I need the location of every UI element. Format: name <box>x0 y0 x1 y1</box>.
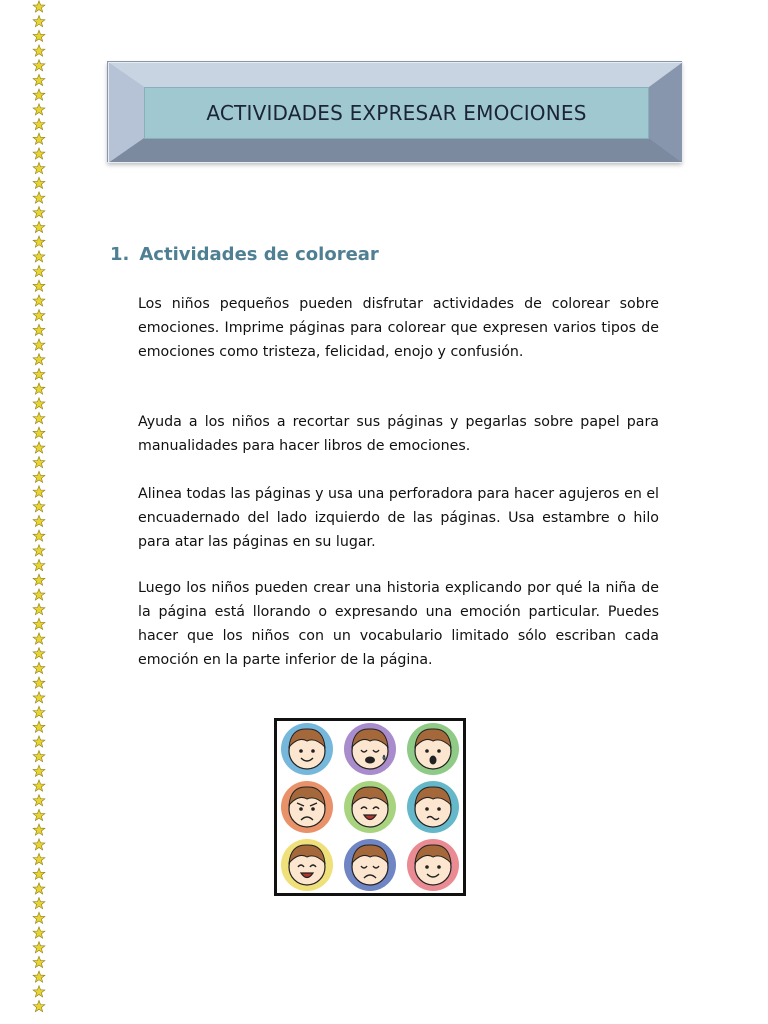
star-icon <box>33 1000 45 1011</box>
star-icon <box>33 883 45 894</box>
star-icon <box>33 310 45 321</box>
face-surprised <box>407 723 459 775</box>
star-icon <box>33 471 45 482</box>
face-angry <box>281 781 333 833</box>
star-icon <box>33 45 45 56</box>
face-joyful <box>281 839 333 891</box>
star-icon <box>33 1 45 12</box>
star-icon <box>33 74 45 85</box>
star-icon <box>33 868 45 879</box>
star-icon <box>33 574 45 585</box>
star-icon <box>33 104 45 115</box>
star-icon <box>33 692 45 703</box>
star-icon <box>33 971 45 982</box>
star-icon <box>33 986 45 997</box>
star-icon <box>33 118 45 129</box>
star-icon <box>33 60 45 71</box>
face-laughing <box>344 781 396 833</box>
star-icon <box>33 295 45 306</box>
star-icon <box>33 530 45 541</box>
star-icon <box>33 16 45 27</box>
star-icon <box>33 898 45 909</box>
star-icon <box>33 765 45 776</box>
star-icon <box>33 324 45 335</box>
star-icon <box>33 912 45 923</box>
star-icon <box>33 545 45 556</box>
section-heading-text: Actividades de colorear <box>139 244 379 265</box>
paragraph-2: Ayuda a los niños a recortar sus páginas y pegarlas sobre papel para manualidades para hacer libros de emociones. <box>138 414 659 454</box>
section-heading <box>110 244 379 265</box>
star-icon <box>33 442 45 453</box>
face-crying <box>344 723 396 775</box>
star-icon <box>33 559 45 570</box>
emotion-faces-illustration <box>274 718 466 896</box>
star-icon <box>33 824 45 835</box>
star-icon <box>33 677 45 688</box>
star-icon <box>33 177 45 188</box>
star-icon <box>33 457 45 468</box>
face-happy <box>281 723 333 775</box>
star-icon <box>33 192 45 203</box>
star-icon <box>33 383 45 394</box>
star-icon <box>33 354 45 365</box>
star-icon <box>33 412 45 423</box>
star-icon <box>33 721 45 732</box>
star-icon <box>33 163 45 174</box>
star-icon <box>33 706 45 717</box>
star-icon <box>33 589 45 600</box>
page-title: ACTIVIDADES EXPRESAR EMOCIONES <box>206 101 587 125</box>
face-smiling <box>407 839 459 891</box>
star-icon <box>33 618 45 629</box>
face-sad <box>344 839 396 891</box>
star-icon <box>33 839 45 850</box>
star-icon <box>33 942 45 953</box>
star-icon <box>33 368 45 379</box>
star-icon <box>33 207 45 218</box>
paragraph-1: Los niños pequeños pueden disfrutar actividades de colorear sobre emociones. Imprime páginas para colorear que expresen varios tipos de emociones como tristeza, felicidad, enojo y confusión. <box>138 296 659 360</box>
section-number: 1. <box>110 244 130 265</box>
star-icon <box>33 809 45 820</box>
star-icon <box>33 956 45 967</box>
star-icon <box>33 236 45 247</box>
title-banner <box>107 61 682 162</box>
star-icon <box>33 780 45 791</box>
star-icon <box>33 133 45 144</box>
star-icon <box>33 604 45 615</box>
star-icon <box>33 251 45 262</box>
star-icon <box>33 280 45 291</box>
star-icon <box>33 927 45 938</box>
star-icon <box>33 648 45 659</box>
star-icon <box>33 515 45 526</box>
star-icon <box>33 265 45 276</box>
star-icon <box>33 486 45 497</box>
star-icon <box>33 427 45 438</box>
star-icon <box>33 736 45 747</box>
star-icon <box>33 339 45 350</box>
face-worried <box>407 781 459 833</box>
star-icon <box>33 795 45 806</box>
star-icon <box>33 221 45 232</box>
star-border <box>30 0 48 1024</box>
star-icon <box>33 398 45 409</box>
star-icon <box>33 633 45 644</box>
star-icon <box>33 30 45 41</box>
star-icon <box>33 853 45 864</box>
star-icon <box>33 751 45 762</box>
star-icon <box>33 89 45 100</box>
star-icon <box>33 501 45 512</box>
paragraph-4: Luego los niños pueden crear una historia explicando por qué la niña de la página está llorando o expresando una emoción particular. Puedes hacer que los niños con un vocabulario limitado sólo escriban cada emoción en la parte inferior de la página. <box>138 580 659 668</box>
star-icon <box>33 148 45 159</box>
star-icon <box>33 662 45 673</box>
title-inner-panel <box>144 87 649 139</box>
paragraph-3: Alinea todas las páginas y usa una perforadora para hacer agujeros en el encuadernado del lado izquierdo de las páginas. Usa estambre o hilo para atar las páginas en su lugar. <box>138 486 659 550</box>
emotion-faces-grid <box>277 721 463 893</box>
